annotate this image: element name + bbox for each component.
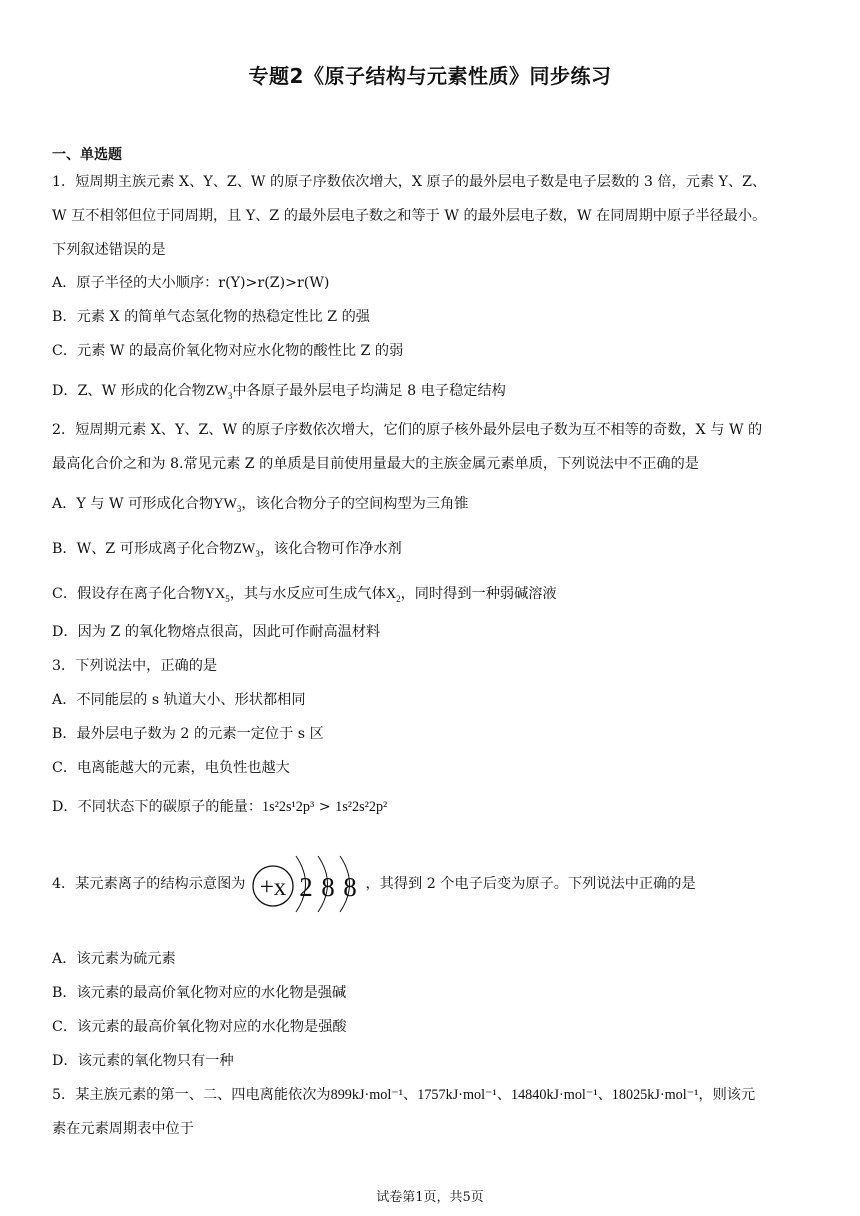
q1-option-d-pre: D．Z、W 形成的化合物 <box>52 383 206 399</box>
formula-main: ZW <box>205 383 228 399</box>
page-footer: 试卷第1页，共5页 <box>376 1190 484 1205</box>
formula-sub: 3 <box>255 548 260 559</box>
q2-option-c <box>52 584 822 604</box>
q3-option-d-pre: D．不同状态下的碳原子的能量： <box>52 799 263 815</box>
q2-option-b-formula <box>233 541 260 557</box>
q3-option-d <box>52 797 822 817</box>
q3-formula-right: 1s²2s²2p² <box>335 799 388 815</box>
q5-stem-line2: 素在元素周期表中位于 <box>52 1121 194 1137</box>
q5-stem-line1 <box>52 1085 822 1105</box>
q2-option-c-mid: ，其与水反应可生成气体 <box>229 586 386 602</box>
q5-sep-3: 、 <box>597 1087 612 1103</box>
q1-option-b: B．元素 X 的简单气态氢化物的热稳定性比 Z 的强 <box>52 309 370 325</box>
section-heading: 一、单选题 <box>52 147 122 163</box>
formula-main: YW <box>213 496 237 512</box>
q1-option-d <box>52 381 822 401</box>
ion-structure-diagram <box>247 852 363 916</box>
shell-electrons-3: 8 <box>343 872 358 902</box>
q2-option-a <box>52 494 822 514</box>
q2-stem-line1: 2．短周期元素 X、Y、Z、W 的原子序数依次增大，它们的原子核外最外层电子数为互不相等的奇数，X 与 W 的 <box>52 422 763 438</box>
q2-option-c-formula <box>205 586 230 602</box>
q2-option-c-post: ，同时得到一种弱碱溶液 <box>400 586 557 602</box>
q2-option-a-pre: A．Y 与 W 可形成化合物 <box>52 496 214 512</box>
formula-sub: 2 <box>396 593 401 604</box>
q1-option-c: C．元素 W 的最高价氧化物对应水化物的酸性比 Z 的弱 <box>52 343 404 359</box>
q1-stem-line3: 下列叙述错误的是 <box>52 242 166 258</box>
q3-option-b: B．最外层电子数为 2 的元素一定位于 s 区 <box>52 726 324 742</box>
q4-option-a: A．该元素为硫元素 <box>52 951 176 967</box>
q2-option-a-post: ，该化合物分子的空间构型为三角锥 <box>241 496 469 512</box>
q1-stem-line2: W 互不相邻但位于同周期，且 Y、Z 的最外层电子数之和等于 W 的最外层电子数，W 在同周期中原子半径最小。 <box>52 208 767 224</box>
q3-greater-than: > <box>318 799 331 815</box>
q5-sep-1: 、 <box>403 1087 418 1103</box>
formula-sub: 3 <box>227 390 233 401</box>
q5-stem-pre: 5．某主族元素的第一、二、四电离能依次为 <box>52 1087 331 1103</box>
q3-formula-left: 1s²2s¹2p³ <box>262 799 315 815</box>
q2-option-b-pre: B．W、Z 可形成离子化合物 <box>52 541 234 557</box>
q2-stem-line2: 最高化合价之和为 8.常见元素 Z 的单质是目前使用量最大的主族金属元素单质，下列说法中不正确的是 <box>52 456 699 472</box>
q2-option-c-formula2 <box>386 586 401 602</box>
nucleus-charge: +x <box>260 874 287 901</box>
q4-stem-post: ，其得到 2 个电子后变为原子。下列说法中正确的是 <box>365 876 696 892</box>
q2-option-a-formula <box>213 496 241 512</box>
q3-option-c: C．电离能越大的元素，电负性也越大 <box>52 760 290 776</box>
q5-stem-post: ，则该元 <box>698 1087 756 1103</box>
q4-stem <box>52 852 822 916</box>
q5-ionization-4a: 14840kJ·mol⁻¹ <box>510 1087 598 1103</box>
q2-option-b <box>52 539 822 559</box>
shell-electrons-2: 8 <box>321 872 336 902</box>
formula-main: X <box>385 586 397 602</box>
q5-sep-2: 、 <box>496 1087 511 1103</box>
q5-ionization-2: 1757kJ·mol⁻¹ <box>417 1087 497 1103</box>
q4-option-b: B．该元素的最高价氧化物对应的水化物是强碱 <box>52 985 347 1001</box>
q1-option-d-post: 中各原子最外层电子均满足 8 电子稳定结构 <box>232 383 506 399</box>
q4-option-d: D．该元素的氧化物只有一种 <box>52 1053 234 1069</box>
formula-sub: 3 <box>236 503 242 514</box>
shell-electrons-1: 2 <box>299 872 314 902</box>
q1-stem-line1: 1．短周期主族元素 X、Y、Z、W 的原子序数依次增大，X 原子的最外层电子数是电子层数的 3 倍，元素 Y、Z、 <box>52 174 767 190</box>
q4-option-c: C．该元素的最高价氧化物对应的水化物是强酸 <box>52 1019 347 1035</box>
q3-stem: 3．下列说法中，正确的是 <box>52 658 218 674</box>
formula-sub: 5 <box>225 593 230 604</box>
q5-ionization-1: 899kJ·mol⁻¹ <box>330 1087 404 1103</box>
q1-option-a: A．原子半径的大小顺序：r(Y)>r(Z)>r(W) <box>52 275 330 291</box>
q5-ionization-4b: 18025kJ·mol⁻¹ <box>611 1087 699 1103</box>
formula-main: YX <box>204 586 226 602</box>
q2-option-c-pre: C．假设存在离子化合物 <box>52 586 205 602</box>
q2-option-d: D．因为 Z 的氧化物熔点很高，因此可作耐高温材料 <box>52 624 381 640</box>
page-title: 专题2《原子结构与元素性质》同步练习 <box>248 64 612 88</box>
q2-option-b-post: ，该化合物可作净水剂 <box>259 541 402 557</box>
q4-stem-pre: 4．某元素离子的结构示意图为 <box>52 876 246 892</box>
formula-main: ZW <box>233 541 256 557</box>
q1-option-d-formula <box>206 383 233 399</box>
q3-option-a: A．不同能层的 s 轨道大小、形状都相同 <box>52 692 306 708</box>
